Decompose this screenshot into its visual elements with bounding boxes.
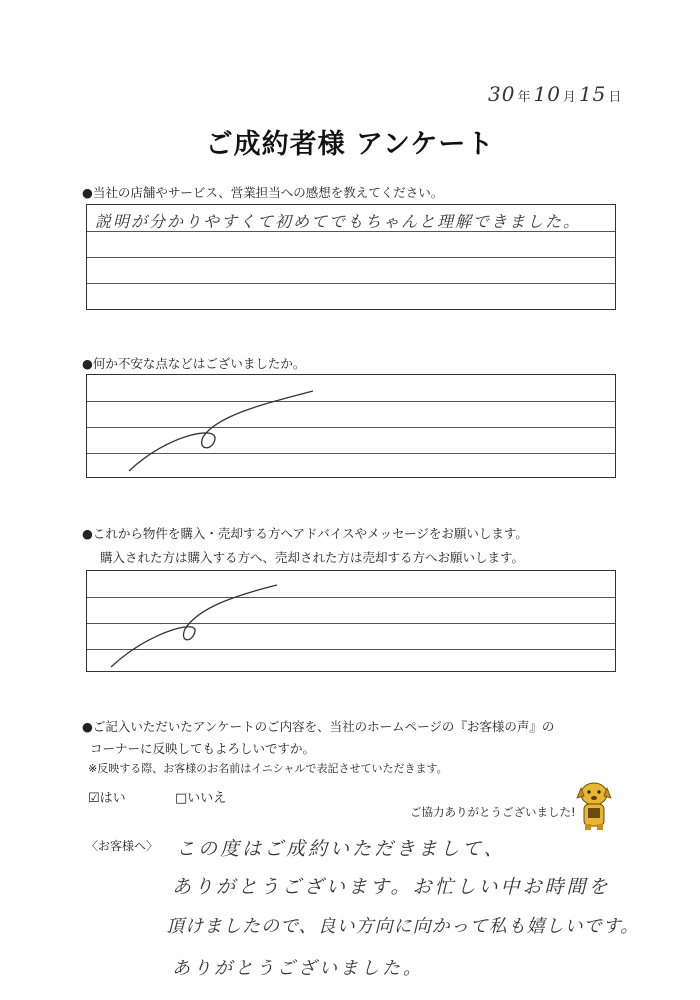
date-year-unit: 年 — [517, 90, 532, 105]
customer-message-line-2: ありがとうございます。お忙しい中お時間を — [172, 876, 611, 898]
question-3-answer-box[interactable] — [86, 570, 616, 672]
question-4-label: ●ご記入いただいたアンケートのご内容を、当社のホームページの『お客様の声』の — [82, 719, 555, 734]
customer-message-label: 〈お客様へ〉 — [86, 839, 159, 853]
question-4-label-2: コーナーに反映してもよろしいですか。 — [90, 741, 316, 756]
date — [488, 82, 624, 106]
page-title: ご成約者様 アンケート — [205, 129, 495, 160]
mascot-dog-icon — [574, 776, 614, 832]
question-1-label: ●当社の店舗やサービス、営業担当への感想を教えてください。 — [82, 185, 444, 200]
thanks-message: ご協力ありがとうございました! — [410, 805, 576, 819]
date-month-unit: 月 — [562, 90, 577, 105]
option-no-label: いいえ — [187, 791, 227, 806]
option-yes-label: はい — [99, 791, 126, 806]
question-2-label: ●何か不安な点などはございましたか。 — [82, 356, 306, 371]
checkbox-empty-icon: □ — [175, 791, 188, 806]
customer-message-line-1: この度はご成約いただきまして、 — [176, 838, 506, 860]
date-day: 15 — [578, 82, 607, 106]
question-1-answer-box[interactable] — [86, 204, 616, 310]
checkbox-checked-icon: ☑ — [88, 791, 100, 806]
customer-message-line-3: 頂けましたので、良い方向に向かって私も嬉しいです。 — [166, 916, 640, 937]
question-3-label-2: 購入された方は購入する方へ、売却された方は売却する方へお願いします。 — [100, 550, 525, 565]
customer-message-line-4: ありがとうございました。 — [172, 958, 424, 979]
date-day-unit: 日 — [608, 90, 623, 105]
option-no[interactable] — [175, 787, 226, 806]
question-3-label: ●これから物件を購入・売却する方へアドバイスやメッセージをお願いします。 — [82, 526, 528, 541]
question-3-strikethrough-mark — [87, 571, 617, 673]
question-2-answer-box[interactable] — [86, 374, 616, 478]
date-year: 30 — [488, 82, 516, 106]
date-month: 10 — [533, 82, 561, 106]
question-1-answer: 説明が分かりやすくて初めてでもちゃんと理解できました。 — [95, 212, 582, 231]
question-2-strikethrough-mark — [87, 375, 617, 479]
option-yes[interactable] — [88, 787, 126, 806]
question-4-note: ※反映する際、お客様のお名前はイニシャルで表記させていただきます。 — [88, 762, 448, 775]
